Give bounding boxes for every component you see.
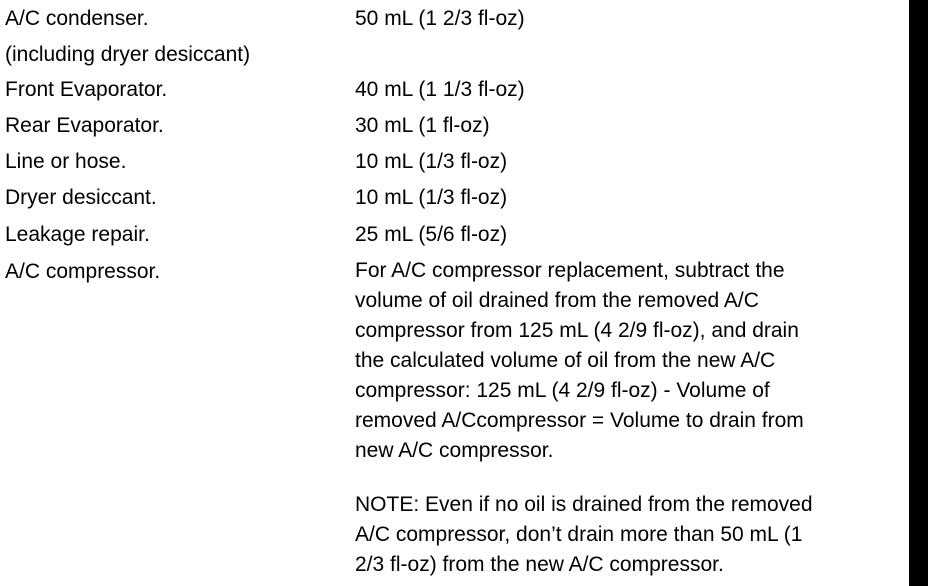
row-dryer-desiccant [0, 179, 910, 216]
text-line: removed A/Ccompressor = Volume to drain from [355, 409, 804, 432]
oil-volume-value: 50 mL (1 2/3 fl-oz) [355, 7, 525, 30]
text-line: 2/3 fl-oz) from the new A/C compressor. [355, 553, 724, 576]
row-line-hose [0, 143, 910, 180]
oil-volume-value: 10 mL (1/3 fl-oz) [355, 186, 508, 209]
oil-volume-value: 30 mL (1 fl-oz) [355, 114, 490, 137]
row-front-evaporator [0, 71, 910, 108]
oil-volume-value: 25 mL (5/6 fl-oz) [355, 223, 508, 246]
component-label: Line or hose. [5, 150, 127, 173]
text-line: the calculated volume of oil from the new A/C [355, 349, 776, 372]
row-leakage-repair [0, 216, 910, 253]
component-label: A/C condenser. [5, 7, 149, 30]
component-label: Leakage repair. [5, 223, 150, 246]
row-condenser [0, 0, 910, 37]
component-label: Dryer desiccant. [5, 186, 157, 209]
oil-volume-value: 10 mL (1/3 fl-oz) [355, 150, 508, 173]
component-label: A/C compressor. [5, 260, 161, 283]
text-line: new A/C compressor. [355, 439, 554, 462]
row-condenser-note [0, 36, 910, 73]
oil-volume-value: 40 mL (1 1/3 fl-oz) [355, 78, 525, 101]
component-label: Front Evaporator. [5, 78, 168, 101]
compressor-instructions [355, 256, 905, 466]
component-label: (including dryer desiccant) [5, 43, 251, 66]
text-line: compressor: 125 mL (4 2/9 fl-oz) - Volume of [355, 379, 770, 402]
component-label: Rear Evaporator. [5, 114, 164, 137]
page-edge-bar [909, 0, 928, 586]
text-line: volume of oil drained from the removed A/C [355, 289, 759, 312]
compressor-note [355, 490, 905, 580]
row-rear-evaporator [0, 107, 910, 144]
text-line: compressor from 125 mL (4 2/9 fl-oz), and drain [355, 319, 799, 342]
text-line: NOTE: Even if no oil is drained from the removed [355, 493, 813, 516]
text-line: A/C compressor, don’t drain more than 50 mL (1 [355, 523, 803, 546]
text-line: For A/C compressor replacement, subtract the [355, 259, 785, 282]
